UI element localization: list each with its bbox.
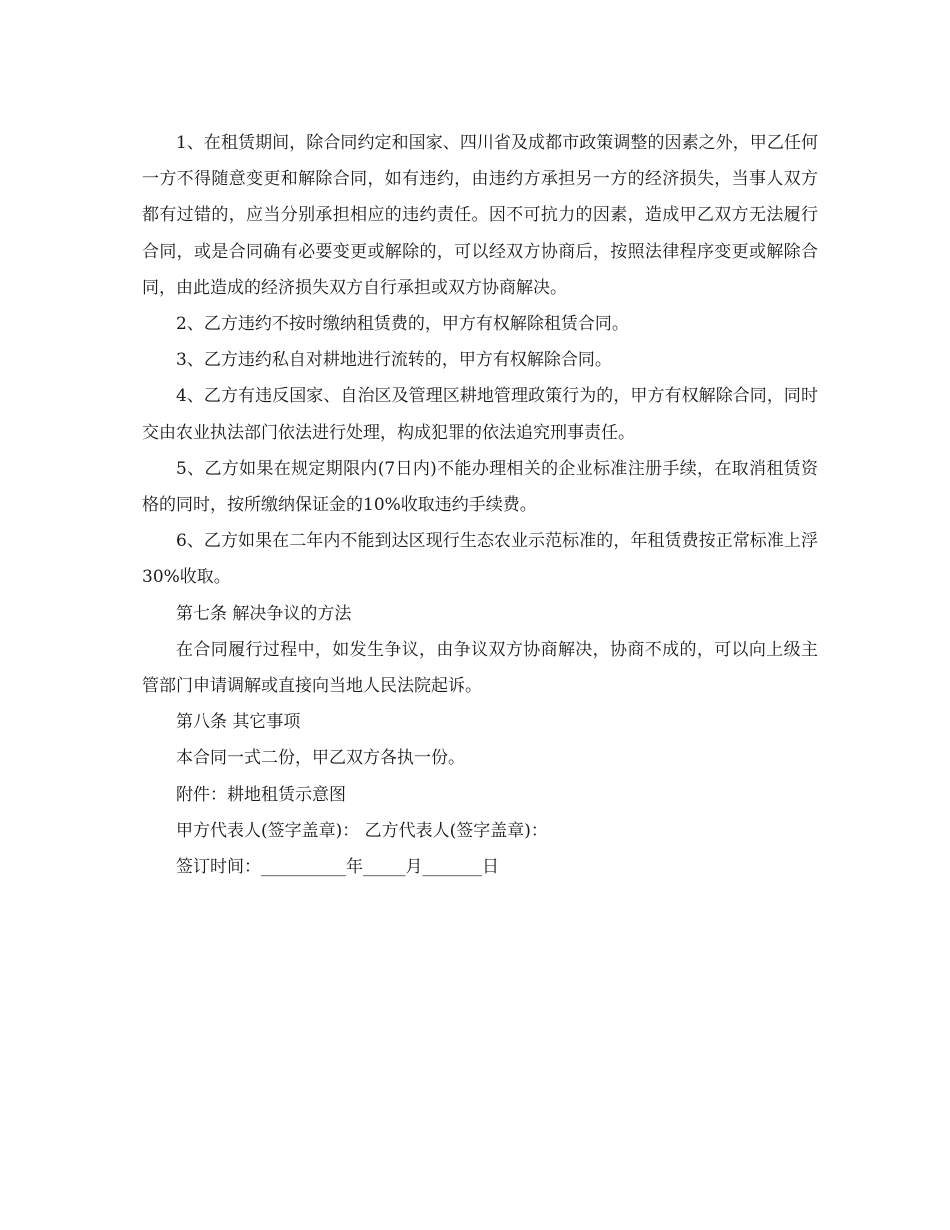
clause-4-paragraph: 4、乙方有违反国家、自治区及管理区耕地管理政策行为的，甲方有权解除合同，同时交由农业执法部门依法进行处理，构成犯罪的依法追究刑事责任。 bbox=[142, 386, 818, 443]
document-body bbox=[142, 125, 818, 885]
article-8-heading: 第八条 其它事项 bbox=[176, 712, 301, 733]
signing-date-line: 签订时间：__________年_____月_______日 bbox=[176, 857, 499, 878]
clause-2-paragraph: 2、乙方违约不按时缴纳租赁费的，甲方有权解除租赁合同。 bbox=[176, 314, 629, 335]
clause-5-paragraph: 5、乙方如果在规定期限内(7日内)不能办理相关的企业标准注册手续，在取消租赁资格的同时，按所缴纳保证金的10%收取违约手续费。 bbox=[142, 458, 818, 516]
article-7-paragraph: 在合同履行过程中，如发生争议，由争议双方协商解决，协商不成的，可以向上级主管部门申请调解或直接向当地人民法院起诉。 bbox=[142, 639, 818, 697]
clause-6-paragraph: 6、乙方如果在二年内不能到达区现行生态农业示范标准的，年租赁费按正常标准上浮30%收取。 bbox=[142, 531, 818, 588]
clause-3-paragraph: 3、乙方违约私自对耕地进行流转的，甲方有权解除合同。 bbox=[176, 350, 612, 371]
signature-line: 甲方代表人(签字盖章)： 乙方代表人(签字盖章)： bbox=[176, 820, 548, 841]
copies-statement: 本合同一式二份，甲乙双方各执一份。 bbox=[176, 748, 465, 769]
attachment-line: 附件：耕地租赁示意图 bbox=[176, 784, 346, 805]
clause-1-paragraph: 1、在租赁期间，除合同约定和国家、四川省及成都市政策调整的因素之外，甲乙任何一方不得随意变更和解除合同，如有违约，由违约方承担另一方的经济损失，当事人双方都有过错的，应当分别承担相应的违约责任。因不可抗力的因素，造成甲乙双方无法履行合同，或是合同确有必要变更或解除的，可以经双方协商后，按照法律程序变更或解除合同，由此造成的经济损失双方自行承担或双方协商解决。 bbox=[142, 133, 818, 298]
article-7-heading: 第七条 解决争议的方法 bbox=[176, 603, 352, 624]
